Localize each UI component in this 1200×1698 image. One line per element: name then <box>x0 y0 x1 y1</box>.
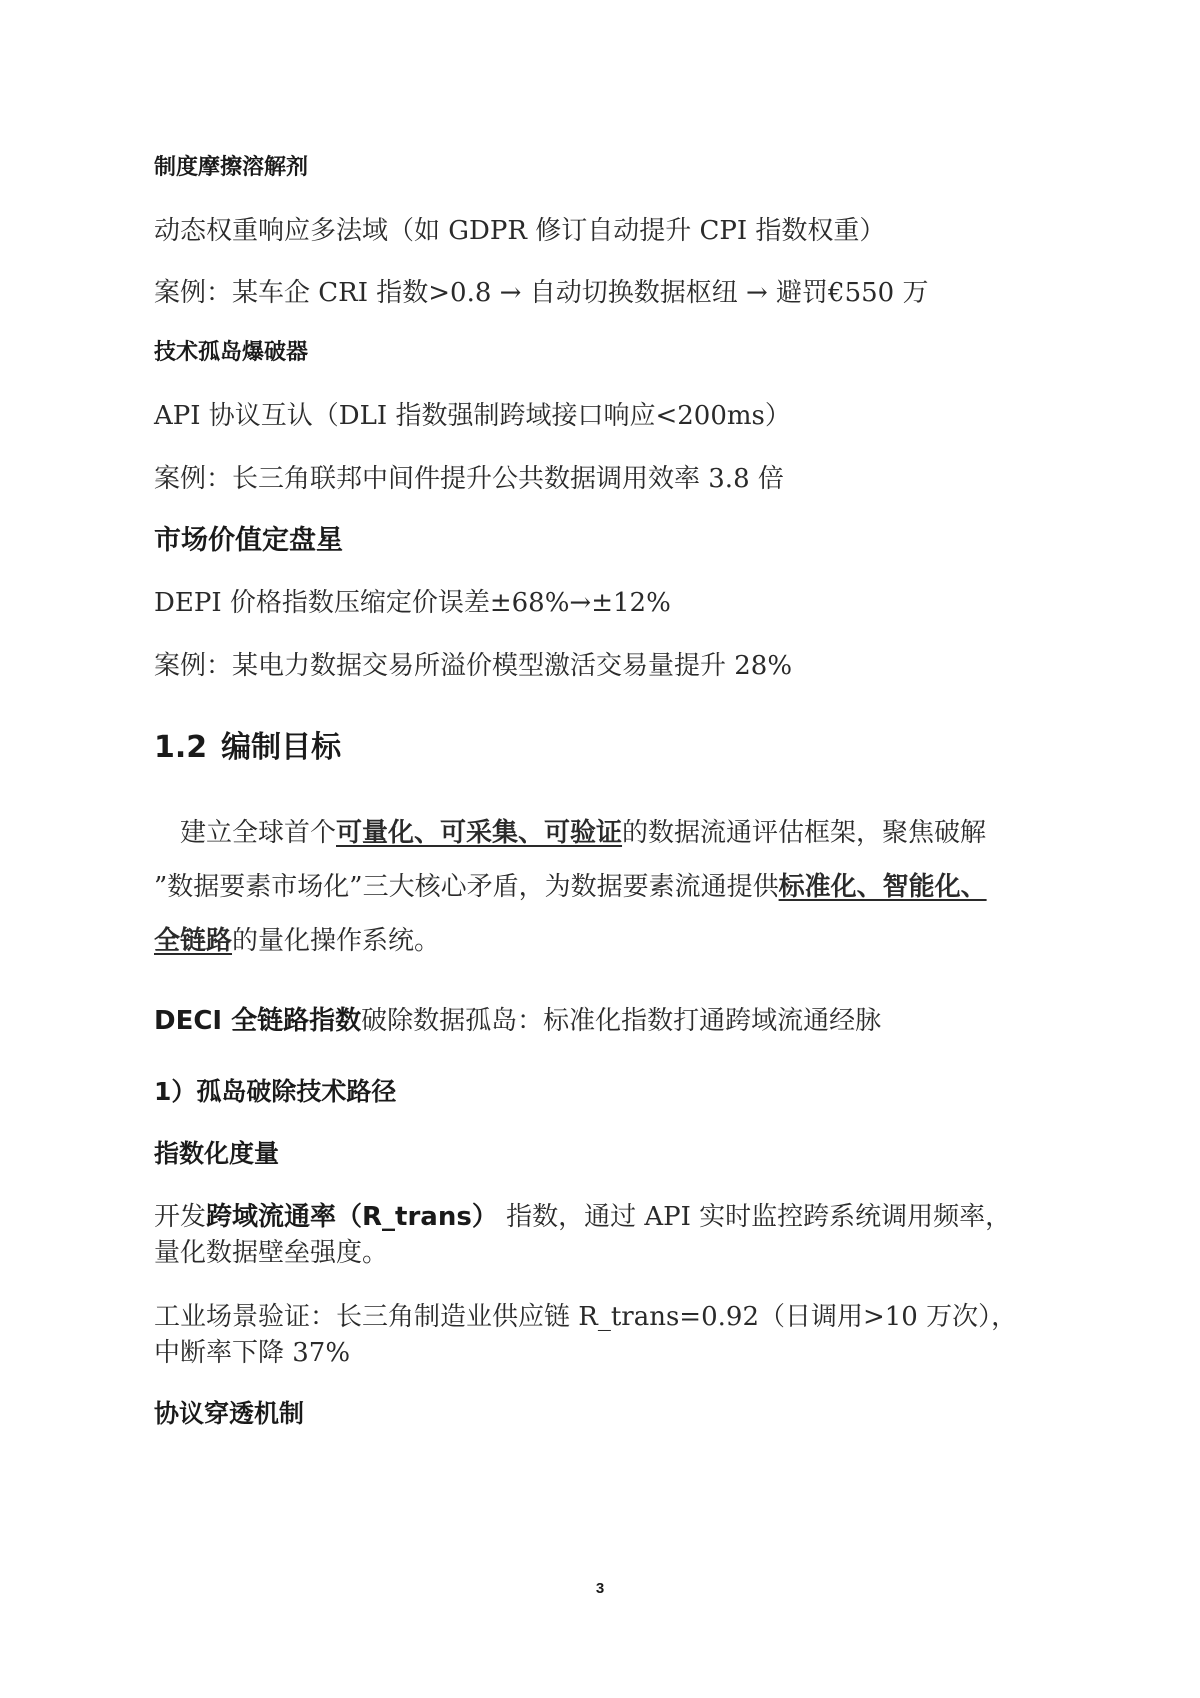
intro-line-2 <box>154 866 987 903</box>
paragraph-yrd-case: 案例：长三角联邦中间件提升公共数据调用效率 3.8 倍 <box>154 464 784 494</box>
paragraph-industrial-2: 中断率下降 37% <box>154 1338 351 1368</box>
intro-text: 的数据流通评估框架，聚焦破解 <box>622 818 987 848</box>
intro-emphasis: 可量化、可采集、可验证 <box>336 818 623 848</box>
intro-text: ”数据要素市场化”三大核心矛盾，为数据要素流通提供 <box>154 872 779 902</box>
paragraph-rtrans-1 <box>154 1196 1011 1233</box>
intro-emphasis: 标准化、智能化、 <box>778 872 987 902</box>
paragraph-dynamic-weight: 动态权重响应多法域（如 GDPR 修订自动提升 CPI 指数权重） <box>154 216 886 246</box>
paragraph-industrial-1: 工业场景验证：长三角制造业供应链 R_trans=0.92（日调用>10 万次）， <box>154 1302 1018 1332</box>
heading-island-path: 1）孤岛破除技术路径 <box>154 1077 397 1106</box>
rtrans-text: 开发 <box>154 1202 207 1232</box>
paragraph-deci <box>154 1000 881 1037</box>
heading-market-value: 市场价值定盘星 <box>154 525 343 556</box>
paragraph-car-case: 案例：某车企 CRI 指数>0.8 → 自动切换数据枢纽 → 避罚€550 万 <box>154 278 929 308</box>
intro-text: 建立全球首个 <box>180 818 337 848</box>
section-title: 编制目标 <box>221 730 342 765</box>
heading-tech-island: 技术孤岛爆破器 <box>154 340 309 365</box>
heading-index-measure: 指数化度量 <box>154 1139 280 1168</box>
intro-emphasis: 全链路 <box>154 926 233 956</box>
deci-text: 破除数据孤岛：标准化指数打通跨域流通经脉 <box>361 1006 882 1036</box>
heading-institutional-friction: 制度摩擦溶解剂 <box>154 155 309 180</box>
page-number: 3 <box>595 1580 605 1597</box>
section-number: 1.2 <box>154 730 208 765</box>
heading-protocol-penetration: 协议穿透机制 <box>154 1399 305 1428</box>
intro-line-3 <box>154 920 440 957</box>
paragraph-depi: DEPI 价格指数压缩定价误差±68%→±12% <box>154 588 671 618</box>
intro-text: 的量化操作系统。 <box>232 926 441 956</box>
section-heading-objectives <box>154 722 341 766</box>
rtrans-text: 指数，通过 API 实时监控跨系统调用频率， <box>497 1202 1012 1232</box>
deci-label: DECI 全链路指数 <box>154 1006 362 1036</box>
intro-line-1 <box>180 812 986 849</box>
paragraph-rtrans-2: 量化数据壁垒强度。 <box>154 1238 389 1268</box>
paragraph-power-case: 案例：某电力数据交易所溢价模型激活交易量提升 28% <box>154 651 793 681</box>
rtrans-emphasis: 跨域流通率（R_trans） <box>206 1202 498 1232</box>
paragraph-api-protocol: API 协议互认（DLI 指数强制跨域接口响应<200ms） <box>154 401 791 431</box>
